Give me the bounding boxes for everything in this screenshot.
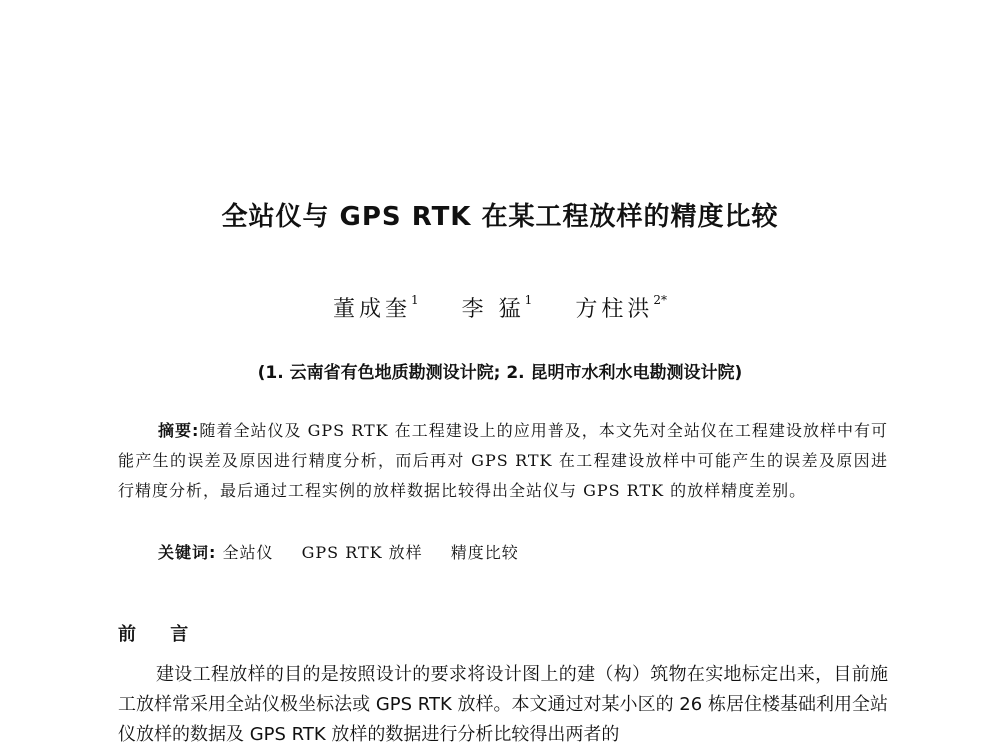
author-mark: 1 bbox=[411, 293, 419, 307]
author-name: 方柱洪 bbox=[575, 297, 654, 322]
abstract bbox=[118, 416, 888, 506]
author bbox=[462, 292, 533, 323]
author-name: 李 猛 bbox=[461, 297, 525, 322]
author-list bbox=[0, 292, 1000, 323]
author bbox=[575, 292, 667, 323]
section-heading: 前 言 bbox=[118, 624, 203, 645]
affiliations: (1. 云南省有色地质勘测设计院; 2. 昆明市水利水电勘测设计院) bbox=[257, 363, 743, 383]
abstract-label: 摘要: bbox=[158, 421, 200, 440]
keyword: 全站仪 bbox=[222, 543, 274, 562]
keyword: GPS RTK 放样 bbox=[301, 543, 423, 562]
author bbox=[333, 292, 419, 323]
keyword: 精度比较 bbox=[450, 543, 519, 562]
paper-title: 全站仪与 GPS RTK 在某工程放样的精度比较 bbox=[221, 202, 779, 232]
section-body: 建设工程放样的目的是按照设计的要求将设计图上的建（构）筑物在实地标定出来，目前施工放样常采用全站仪极坐标法或 GPS RTK 放样。本文通过对某小区的 26 栋居住楼基础利用全站仪放样的数据及 GPS RTK 放样的数据进行分析比较得出两者的 bbox=[118, 664, 888, 745]
keywords-label: 关键词: bbox=[158, 543, 217, 562]
author-mark: 2* bbox=[653, 293, 667, 307]
abstract-text: 随着全站仪及 GPS RTK 在工程建设上的应用普及，本文先对全站仪在工程建设放样中有可能产生的误差及原因进行精度分析，而后再对 GPS RTK 在工程建设放样中可能产生的误差及原因进行精度分析，最后通过工程实例的放样数据比较得出全站仪与 GPS RTK 的放样精度差别。 bbox=[118, 421, 888, 500]
author-mark: 1 bbox=[524, 293, 533, 307]
keywords bbox=[158, 540, 888, 563]
author-name: 董成奎 bbox=[333, 297, 412, 322]
